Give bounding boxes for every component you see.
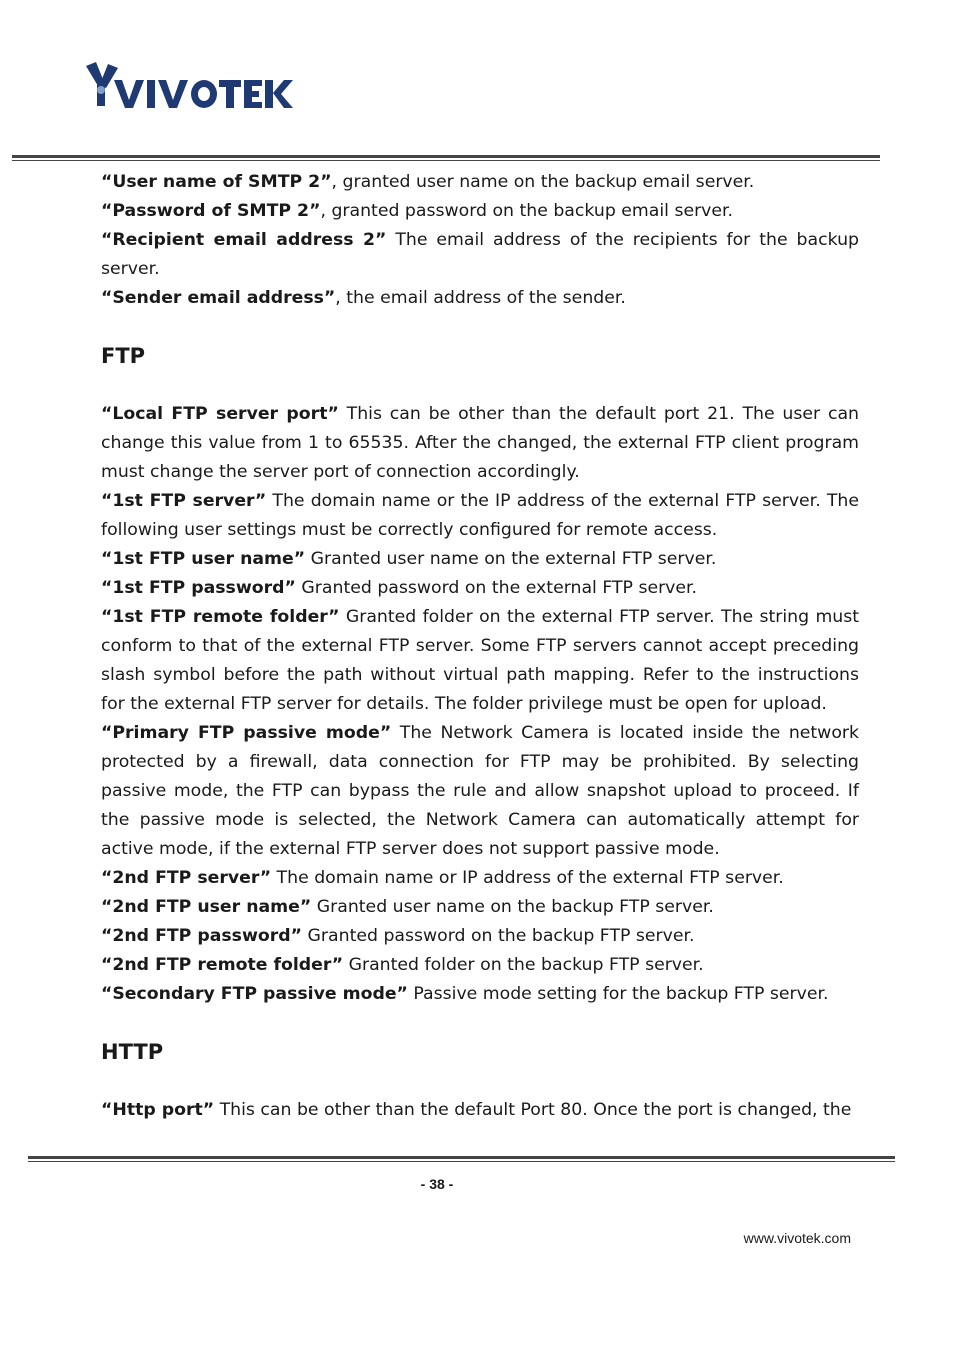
sender-email-item <box>101 284 859 313</box>
page-body <box>101 168 859 1125</box>
ftp-item <box>101 893 859 922</box>
smtp-password-item <box>101 197 859 226</box>
ftp-item <box>101 980 859 1009</box>
description: Granted password on the backup FTP server. <box>302 926 695 946</box>
term: “1st FTP remote folder” <box>101 607 340 627</box>
description: This can be other than the default Port 80. Once the port is changed, the <box>214 1100 852 1120</box>
term: “Http port” <box>101 1100 215 1120</box>
description: , the email address of the sender. <box>335 288 626 308</box>
term: “1st FTP user name” <box>101 549 306 569</box>
term: “1st FTP server” <box>101 491 267 511</box>
term: “Recipient email address 2” <box>101 230 387 250</box>
term: “User name of SMTP 2” <box>101 172 332 192</box>
term: “Local FTP server port” <box>101 404 339 424</box>
term: “Primary FTP passive mode” <box>101 723 392 743</box>
term: “2nd FTP server” <box>101 868 272 888</box>
description: , granted user name on the backup email server. <box>331 172 755 192</box>
description: The Network Camera is located inside the network protected by a firewall, data connection for FTP may be prohibited. By selecting passive mode, the FTP can bypass the rule and allow snapshot upload to proceed. If the passive mode is selected, the Network Camera can automatically attempt for active mode, if the external FTP server does not support passive mode. <box>101 723 859 859</box>
ftp-item <box>101 864 859 893</box>
description: Granted user name on the backup FTP server. <box>311 897 714 917</box>
term: “Secondary FTP passive mode” <box>101 984 408 1004</box>
description: The domain name or the IP address of the external FTP server. The following user settings must be correctly configured for remote access. <box>101 491 859 540</box>
term: “2nd FTP remote folder” <box>101 955 344 975</box>
website-url: www.vivotek.com <box>743 1230 851 1246</box>
smtp-user-name-item <box>101 168 859 197</box>
description: Granted folder on the backup FTP server. <box>343 955 704 975</box>
ftp-item <box>101 603 859 719</box>
footer-rule <box>28 1156 895 1162</box>
ftp-item <box>101 922 859 951</box>
http-item <box>101 1096 859 1125</box>
description: The email address of the recipients for the backup server. <box>101 230 860 279</box>
term: “2nd FTP user name” <box>101 897 312 917</box>
description: This can be other than the default port 21. The user can change this value from 1 to 65535. After the changed, the external FTP client program must change the server port of connection accordingly. <box>101 404 859 482</box>
ftp-item <box>101 574 859 603</box>
recipient-email-item <box>101 226 859 284</box>
ftp-item <box>101 545 859 574</box>
term: “Password of SMTP 2” <box>101 201 321 221</box>
ftp-item <box>101 400 859 487</box>
ftp-item <box>101 487 859 545</box>
description: Granted folder on the external FTP server. The string must conform to that of the external FTP server. Some FTP servers cannot accept preceding slash symbol before the path without virtual path mapping. Refer to the instructions for the external FTP server for details. The folder privilege must be open for upload. <box>101 607 860 714</box>
section-heading-ftp: FTP <box>101 344 146 368</box>
ftp-item <box>101 719 859 864</box>
term: “Sender email address” <box>101 288 336 308</box>
description: The domain name or IP address of the external FTP server. <box>271 868 784 888</box>
term: “1st FTP password” <box>101 578 296 598</box>
description: Passive mode setting for the backup FTP server. <box>407 984 829 1004</box>
description: Granted user name on the external FTP server. <box>305 549 717 569</box>
ftp-item <box>101 951 859 980</box>
description: Granted password on the external FTP server. <box>295 578 698 598</box>
description: , granted password on the backup email server. <box>320 201 734 221</box>
vivotek-logo <box>84 60 294 114</box>
page-number: - 38 - <box>420 1176 454 1192</box>
term: “2nd FTP password” <box>101 926 303 946</box>
section-heading-http: HTTP <box>101 1040 164 1064</box>
header-rule <box>12 155 880 161</box>
